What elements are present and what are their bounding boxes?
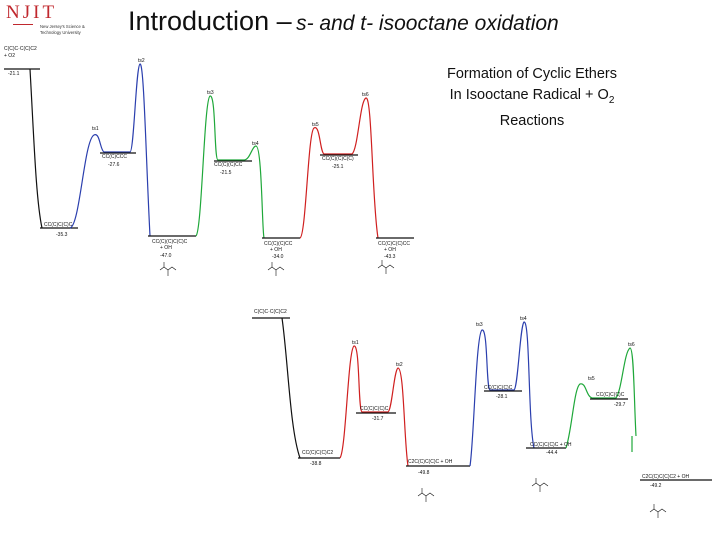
bottom-int2-energy: -28.1	[496, 394, 508, 400]
caption-line-2-pre: In Isooctane Radical + O	[449, 87, 609, 103]
top-well-label: CC(C)C(C)C	[44, 222, 73, 228]
logo-mark: NJIT	[6, 2, 58, 23]
bottom-green-pathway	[566, 348, 636, 448]
bottom-prod3-energy: -49.2	[650, 483, 662, 489]
top-diagram-labels	[4, 46, 410, 260]
top-ts6-label: ts6	[362, 92, 369, 98]
bottom-ts1-label: ts1	[352, 340, 359, 346]
top-prod3-label: CC(C)C(C)CC	[378, 241, 410, 247]
bottom-prod2-label: CC(C)C(C)C + OH	[530, 442, 572, 448]
top-prod2-label: CC(C)(C)CC	[264, 241, 293, 247]
bottom-well-label: CC(C)C(C)C2	[302, 450, 334, 456]
top-prod1-oh: + OH	[160, 245, 172, 251]
title-subtitle: s- and t- isooctane oxidation	[296, 12, 559, 35]
bottom-ts2-label: ts2	[396, 362, 403, 368]
logo-tagline-1: New Jersey's Science &	[40, 24, 85, 29]
bottom-int2-label: CC(C)C(C)C	[484, 385, 513, 391]
bottom-prod2-energy: -44.4	[546, 450, 558, 456]
top-int1-label: CC(C)CCC	[102, 154, 127, 160]
bottom-molecule-sketches	[418, 478, 666, 518]
top-prod2-energy: -34.0	[272, 254, 284, 260]
bottom-drop-curve	[282, 318, 300, 458]
top-well-energy: -35.3	[56, 232, 68, 238]
logo-tagline-2: Technology University	[40, 30, 81, 35]
bottom-prod1-energy: -49.8	[418, 470, 430, 476]
top-int3-label: CC(C)(C)C(C)	[322, 156, 354, 162]
caption-line-2-post: Reactions	[499, 112, 565, 129]
top-prod1-label: CC(C)(C)C(C)C	[152, 239, 188, 245]
top-prod1-energy: -47.0	[160, 253, 172, 259]
caption-line-2-sub: 2	[608, 94, 615, 106]
top-ts4-label: ts4	[252, 141, 259, 147]
bottom-int1-energy: -31.7	[372, 416, 384, 422]
top-ts5-label: ts5	[312, 122, 319, 128]
top-prod2-oh: + OH	[270, 247, 282, 253]
bottom-prod1-label: C2C(C)C(C)C + OH	[408, 459, 453, 465]
bottom-well-energy: -38.8	[310, 461, 322, 467]
top-reactant-energy: -21.1	[8, 71, 20, 77]
top-int2-energy: -21.5	[220, 170, 232, 176]
caption-line-1: Formation of Cyclic Ethers	[446, 66, 618, 82]
bottom-prod3-label: C2C(C)C(C)C2 + OH	[642, 474, 690, 480]
bottom-reactant-label: C(C)C·C(C)C2	[254, 309, 287, 315]
bottom-ts4-label: ts4	[520, 316, 527, 322]
bottom-int3-label: CC(C)C(C)C	[596, 392, 625, 398]
bottom-ts3-label: ts3	[476, 322, 483, 328]
top-int1-energy: -27.6	[108, 162, 120, 168]
top-int3-energy: -25.1	[332, 164, 344, 170]
bottom-int3-energy: -29.7	[614, 402, 626, 408]
top-ts2-label: ts2	[138, 58, 145, 64]
top-blue-pathway	[70, 64, 150, 236]
top-ts3-label: ts3	[207, 90, 214, 96]
bottom-ts6-label: ts6	[628, 342, 635, 348]
bottom-energy-diagram	[252, 318, 712, 518]
top-reactant-label: C(C)C·C(C)C2	[4, 46, 37, 52]
top-reactant-o2: + O2	[4, 53, 15, 59]
bottom-ts5-label: ts5	[588, 376, 595, 382]
top-drop-curve	[30, 69, 42, 228]
top-prod3-energy: -43.3	[384, 254, 396, 260]
bottom-int1-label: CC(C)C(C)C	[360, 406, 389, 412]
title-main: Introduction –	[128, 6, 292, 36]
top-ts1-label: ts1	[92, 126, 99, 132]
top-molecule-sketches	[160, 260, 394, 276]
top-int2-label: CC(C)(C)CC	[214, 162, 243, 168]
top-prod3-oh: + OH	[384, 247, 396, 253]
